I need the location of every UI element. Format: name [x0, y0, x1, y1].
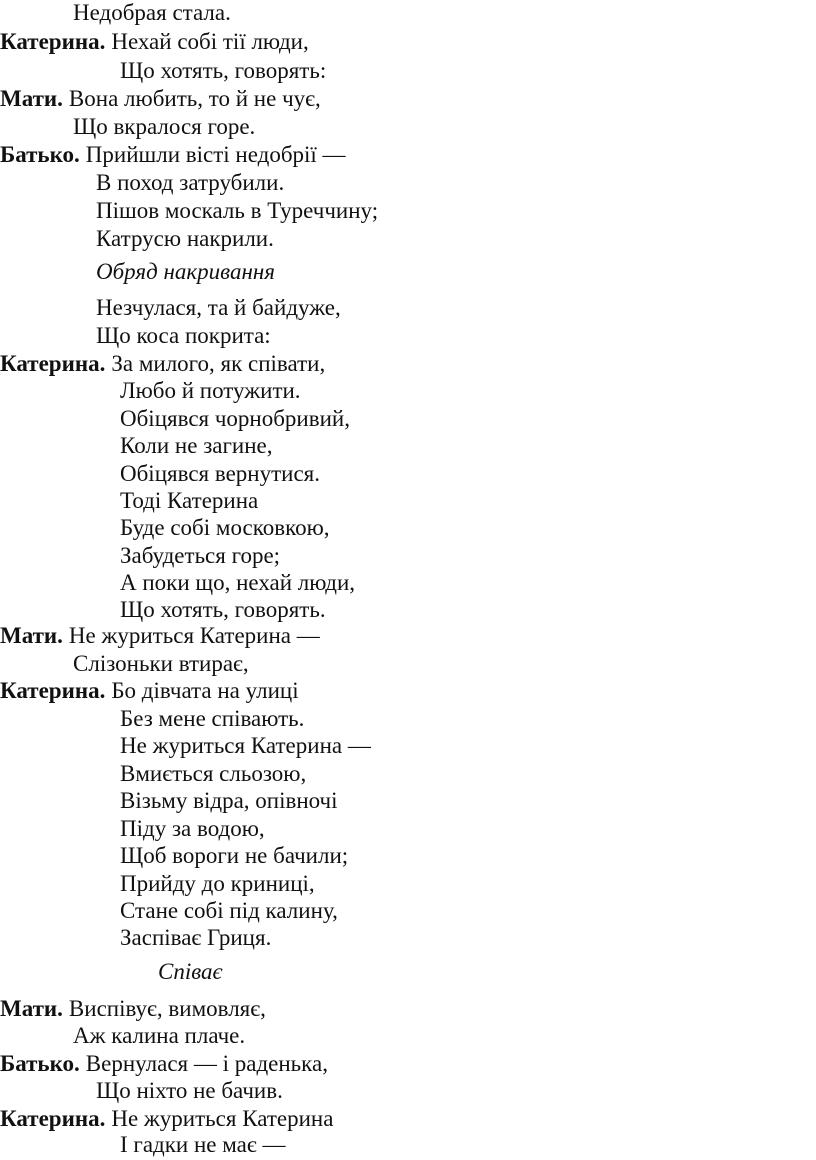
- verse-text: Аж калина плаче.: [73, 1023, 246, 1048]
- verse-line: [120, 732, 371, 760]
- verse-line: [96, 197, 378, 225]
- verse-line: [0, 677, 299, 705]
- speaker-name: Мати.: [0, 996, 63, 1021]
- verse-line: [120, 460, 320, 488]
- verse-line: [96, 225, 274, 253]
- verse-text: Що ніхто не бачив.: [96, 1078, 283, 1103]
- verse-text: Заспіває Гриця.: [120, 925, 272, 950]
- speaker-name: Мати.: [0, 623, 63, 648]
- verse-line: [120, 787, 338, 815]
- verse-text: Незчулася, та й байдуже,: [96, 295, 341, 320]
- verse-line: [73, 650, 249, 678]
- verse-text: Не журиться Катерина —: [120, 733, 371, 758]
- verse-line: [120, 432, 273, 460]
- verse-text: Стане собі під калину,: [120, 898, 338, 923]
- verse-text: За милого, як співати,: [111, 351, 326, 376]
- verse-line: [0, 28, 309, 56]
- verse-text: Нехай собі тії люди,: [111, 29, 309, 54]
- verse-text: Без мене співають.: [120, 706, 305, 731]
- verse-line: [120, 596, 326, 624]
- speaker-name: Катерина.: [0, 1106, 106, 1131]
- verse-text: Що хотять, говорять.: [120, 597, 326, 622]
- speaker-name: Катерина.: [0, 29, 106, 54]
- verse-line: [0, 622, 320, 650]
- verse-text: Вмиється сльозою,: [120, 761, 307, 786]
- verse-text: Візьму відра, опівночі: [120, 788, 338, 813]
- speaker-name: Батько.: [0, 1051, 80, 1076]
- verse-line: [73, 0, 231, 27]
- verse-line: [0, 141, 346, 169]
- speaker-name: Катерина.: [0, 678, 106, 703]
- verse-line: [0, 1105, 333, 1133]
- verse-line: [120, 870, 315, 898]
- verse-text: Не журиться Катерина —: [68, 623, 320, 648]
- verse-text: Прийду до криниці,: [120, 871, 315, 896]
- verse-text: І гадки не має —: [120, 1132, 286, 1157]
- verse-text: Пішов москаль в Туреччину;: [96, 198, 379, 223]
- verse-text: Забудеться горе;: [120, 543, 281, 568]
- verse-text: Що вкралося горе.: [73, 114, 256, 139]
- verse-text: Буде собі московкою,: [120, 515, 330, 540]
- stage-direction: [96, 258, 275, 286]
- verse-line: [120, 842, 348, 870]
- verse-line: [96, 169, 284, 197]
- verse-text: А поки що, нехай люди,: [120, 570, 356, 595]
- verse-line: [120, 514, 330, 542]
- verse-line: [0, 350, 325, 378]
- verse-text: Що коса покрита:: [96, 323, 271, 348]
- verse-line: [120, 57, 326, 85]
- verse-line: [120, 760, 306, 788]
- verse-text: Коли не загине,: [120, 433, 273, 458]
- verse-text: Слізоньки втирає,: [73, 651, 249, 676]
- verse-text: В поход затрубили.: [96, 170, 285, 195]
- verse-line: [73, 113, 255, 141]
- verse-text: Тоді Катерина: [120, 488, 259, 513]
- verse-text: Не журиться Катерина: [111, 1106, 334, 1131]
- verse-line: [120, 897, 338, 925]
- verse-text: Любо й потужити.: [120, 378, 301, 403]
- verse-text: Що хотять, говорять:: [120, 58, 327, 83]
- verse-line: [0, 85, 321, 113]
- verse-line: [96, 294, 341, 322]
- verse-text: Виспівує, вимовляє,: [68, 996, 266, 1021]
- verse-text: Недобрая стала.: [73, 0, 231, 25]
- speaker-name: Мати.: [0, 86, 63, 111]
- stage-direction: [158, 958, 223, 986]
- verse-line: [120, 405, 350, 433]
- verse-text: Катрусю накрили.: [96, 226, 274, 251]
- verse-line: [0, 1050, 328, 1078]
- verse-line: [120, 569, 355, 597]
- stage-direction-text: Співає: [158, 959, 223, 984]
- stage-direction-text: Обряд накривання: [96, 259, 275, 284]
- verse-line: [120, 705, 304, 733]
- verse-text: Вернулася — і раденька,: [85, 1051, 328, 1076]
- verse-text: Обіцявся вернутися.: [120, 461, 320, 486]
- speaker-name: Катерина.: [0, 351, 106, 376]
- verse-line: [120, 487, 258, 515]
- verse-line: [120, 1131, 285, 1159]
- verse-text: Прийшли вісті недобрії —: [85, 142, 346, 167]
- verse-line: [120, 924, 271, 952]
- verse-line: [0, 995, 266, 1023]
- verse-line: [96, 1077, 283, 1105]
- verse-text: Вона любить, то й не чує,: [68, 86, 321, 111]
- verse-line: [73, 1022, 245, 1050]
- verse-line: [96, 322, 271, 350]
- verse-line: [120, 377, 301, 405]
- verse-text: Щоб вороги не бачили;: [120, 843, 349, 868]
- verse-text: Бо дівчата на улиці: [111, 678, 299, 703]
- verse-text: Піду за водою,: [120, 816, 265, 841]
- speaker-name: Батько.: [0, 142, 80, 167]
- verse-line: [120, 815, 265, 843]
- verse-line: [120, 542, 280, 570]
- verse-text: Обіцявся чорнобривий,: [120, 406, 350, 431]
